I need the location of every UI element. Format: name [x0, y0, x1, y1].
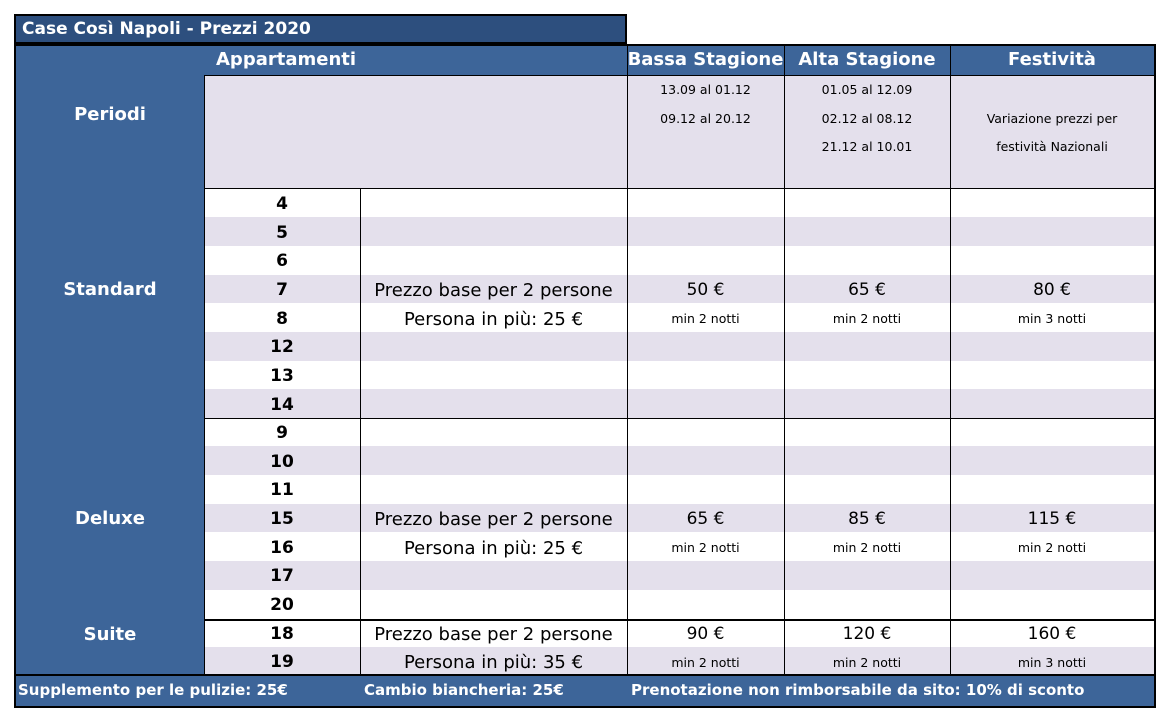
standard-bassa-price: 50 €: [686, 280, 725, 300]
apartment-number: 4: [276, 194, 288, 214]
deluxe-fest-price: 115 €: [1027, 509, 1077, 529]
standard-fest-price: 80 €: [1033, 280, 1071, 300]
sheet-title: Case Così Napoli - Prezzi 2020: [14, 14, 627, 44]
apartment-number: 19: [270, 652, 294, 672]
suite-alta-min: min 2 notti: [832, 655, 902, 670]
periodo-alta-2: 02.12 al 08.12: [821, 111, 913, 126]
apartment-number: 5: [276, 223, 288, 243]
apartment-number: 11: [270, 480, 294, 500]
periodo-alta-3: 21.12 al 10.01: [821, 139, 913, 154]
apartment-number: 6: [276, 251, 288, 271]
apartment-number: 16: [270, 538, 294, 558]
suite-bassa-min: min 2 notti: [671, 655, 740, 670]
apartment-number: 20: [270, 595, 294, 615]
suite-extra-person: Persona in più: 35 €: [403, 652, 584, 673]
standard-fest-min: min 3 notti: [1017, 311, 1087, 326]
apartment-number: 10: [270, 452, 294, 472]
apartment-number: 9: [276, 423, 288, 443]
periodo-festivita-2: festività Nazionali: [996, 139, 1108, 154]
deluxe-bassa-min: min 2 notti: [671, 540, 740, 555]
suite-fest-price: 160 €: [1027, 624, 1077, 644]
divider: [204, 188, 1154, 189]
periodo-bassa-1: 13.09 al 01.12: [660, 82, 751, 97]
footer-bar: [16, 674, 1154, 706]
suite-base-price-label: Prezzo base per 2 persone: [374, 624, 613, 645]
header-appartamenti: Appartamenti: [216, 49, 357, 70]
apartment-number: 12: [270, 337, 294, 357]
deluxe-base-price-label: Prezzo base per 2 persone: [374, 509, 613, 530]
periodi-label: Periodi: [74, 104, 146, 125]
price-table: [14, 44, 1156, 708]
standard-bassa-min: min 2 notti: [671, 311, 740, 326]
deluxe-fest-min: min 2 notti: [1017, 540, 1087, 555]
divider: [360, 188, 361, 678]
apartment-number: 8: [276, 309, 288, 329]
suite-fest-min: min 3 notti: [1017, 655, 1087, 670]
divider: [204, 75, 1154, 76]
footer-pulizie: Supplemento per le pulizie: 25€: [18, 681, 288, 699]
standard-alta-min: min 2 notti: [832, 311, 902, 326]
header-bassa-stagione: Bassa Stagione: [627, 49, 784, 70]
left-label-band: [16, 46, 204, 678]
apartment-number: 13: [270, 366, 294, 386]
apartment-number: 15: [270, 509, 294, 529]
standard-alta-price: 65 €: [848, 280, 886, 300]
standard-base-price-label: Prezzo base per 2 persone: [374, 280, 613, 301]
deluxe-extra-person: Persona in più: 25 €: [403, 538, 584, 559]
deluxe-bassa-price: 65 €: [686, 509, 725, 529]
divider: [204, 418, 1154, 419]
footer-prenotazione: Prenotazione non rimborsabile da sito: 10% di sconto: [631, 681, 1085, 699]
deluxe-alta-min: min 2 notti: [832, 540, 902, 555]
suite-bassa-price: 90 €: [686, 624, 725, 644]
header-festivita: Festività: [1008, 49, 1096, 70]
apartment-number: 18: [270, 624, 294, 644]
standard-extra-person: Persona in più: 25 €: [403, 309, 584, 330]
apartment-number: 17: [270, 566, 294, 586]
footer-biancheria: Cambio biancheria: 25€: [364, 681, 564, 699]
periodo-bassa-2: 09.12 al 20.12: [660, 111, 751, 126]
apartment-number: 7: [276, 280, 288, 300]
periodo-alta-1: 01.05 al 12.09: [821, 82, 913, 97]
category-deluxe: Deluxe: [75, 508, 145, 529]
header-alta-stagione: Alta Stagione: [798, 49, 936, 70]
divider: [627, 46, 628, 678]
apartment-number: 14: [270, 395, 294, 415]
category-standard: Standard: [63, 279, 157, 300]
periodo-festivita-1: Variazione prezzi per: [986, 111, 1118, 126]
suite-alta-price: 120 €: [842, 624, 892, 644]
category-suite: Suite: [83, 624, 137, 645]
divider: [204, 619, 1154, 621]
deluxe-alta-price: 85 €: [848, 509, 886, 529]
